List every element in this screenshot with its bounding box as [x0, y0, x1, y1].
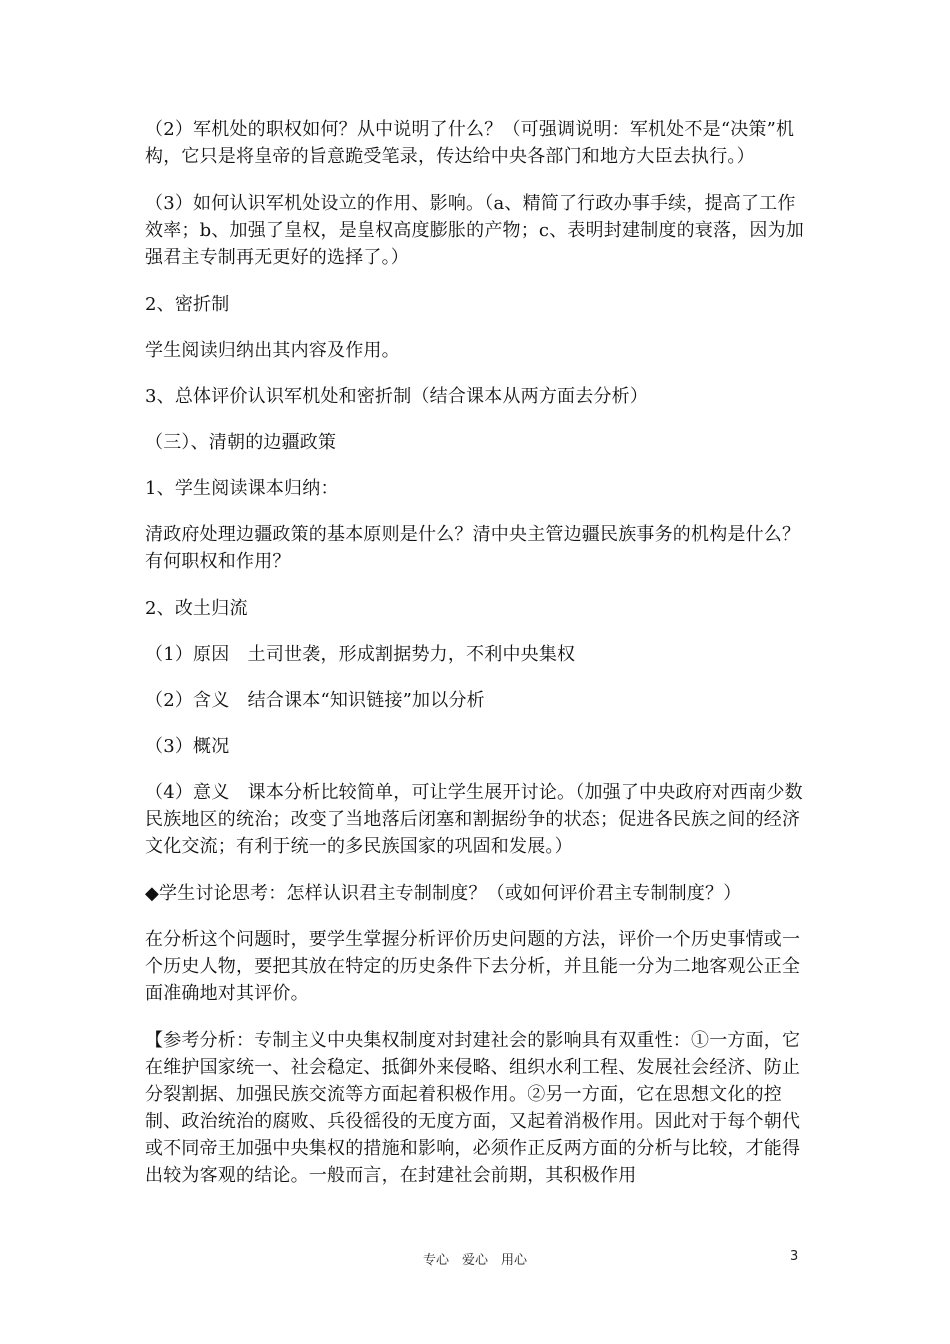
item-reason: （1）原因 土司世袭，形成割据势力，不利中央集权	[145, 644, 576, 665]
heading-gaitu-guiliu: 2、改土归流	[145, 598, 248, 619]
paragraph-military-office-powers: （2）军机处的职权如何？从中说明了什么？（可强调说明：军机处不是“决策”机构，它只是将皇帝的旨意跪受笔录，传达给中央各部门和地方大臣去执行。）	[145, 119, 795, 167]
paragraph-reference-analysis: 【参考分析：专制主义中央集权制度对封建社会的影响具有双重性：①一方面，它在维护国家统一、社会稳定、抵御外来侵略、组织水利工程、发展社会经济、防止分裂割据、加强民族交流等方面起着积极作用。②另一方面，它在思想文化的控制、政治统治的腐败、兵役徭役的无度方面，又起着消极作用。因此对于每个朝代或不同帝王加强中央集权的措施和影响，必须作正反两方面的分析与比较，才能得出较为客观的结论。一般而言，在封建社会前期，其积极作用	[145, 1030, 801, 1186]
discussion-prompt: ◆学生讨论思考：怎样认识君主专制制度？（或如何评价君主专制制度？）	[145, 883, 742, 904]
heading-overall-evaluation: 3、总体评价认识军机处和密折制（结合课本从两方面去分析）	[145, 386, 649, 407]
document-body	[145, 116, 810, 1209]
paragraph-military-office-impact: （3）如何认识军机处设立的作用、影响。（a、精简了行政办事手续，提高了工作效率；b、加强了皇权，是皇权高度膨胀的产物；c、表明封建制度的衰落，因为加强君主专制再无更好的选择了。）	[145, 193, 804, 268]
footer-slogan: 专心 爱心 用心	[422, 1253, 527, 1268]
item-significance: （4）意义 课本分析比较简单，可让学生展开讨论。（加强了中央政府对西南少数民族地区的统治；改变了当地落后闭塞和割据纷争的状态；促进各民族之间的经济文化交流；有利于统一的多民族国家的巩固和发展。）	[145, 782, 803, 857]
paragraph-frontier-question: 清政府处理边疆政策的基本原则是什么？清中央主管边疆民族事务的机构是什么？有何职权和作用？	[145, 524, 801, 572]
page-number: 3	[790, 1249, 799, 1264]
heading-secret-memorial: 2、密折制	[145, 294, 230, 315]
paragraph-student-reading: 学生阅读归纳出其内容及作用。	[145, 340, 400, 361]
heading-frontier-policy: （三）、清朝的边疆政策	[145, 432, 337, 453]
item-overview: （3）概况	[145, 736, 230, 757]
heading-read-textbook: 1、学生阅读课本归纳：	[145, 478, 339, 499]
item-meaning: （2）含义 结合课本“知识链接”加以分析	[145, 690, 485, 711]
paragraph-analysis-method: 在分析这个问题时，要学生掌握分析评价历史问题的方法，评价一个历史事情或一个历史人物，要把其放在特定的历史条件下去分析，并且能一分为二地客观公正全面准确地对其评价。	[145, 929, 801, 1004]
